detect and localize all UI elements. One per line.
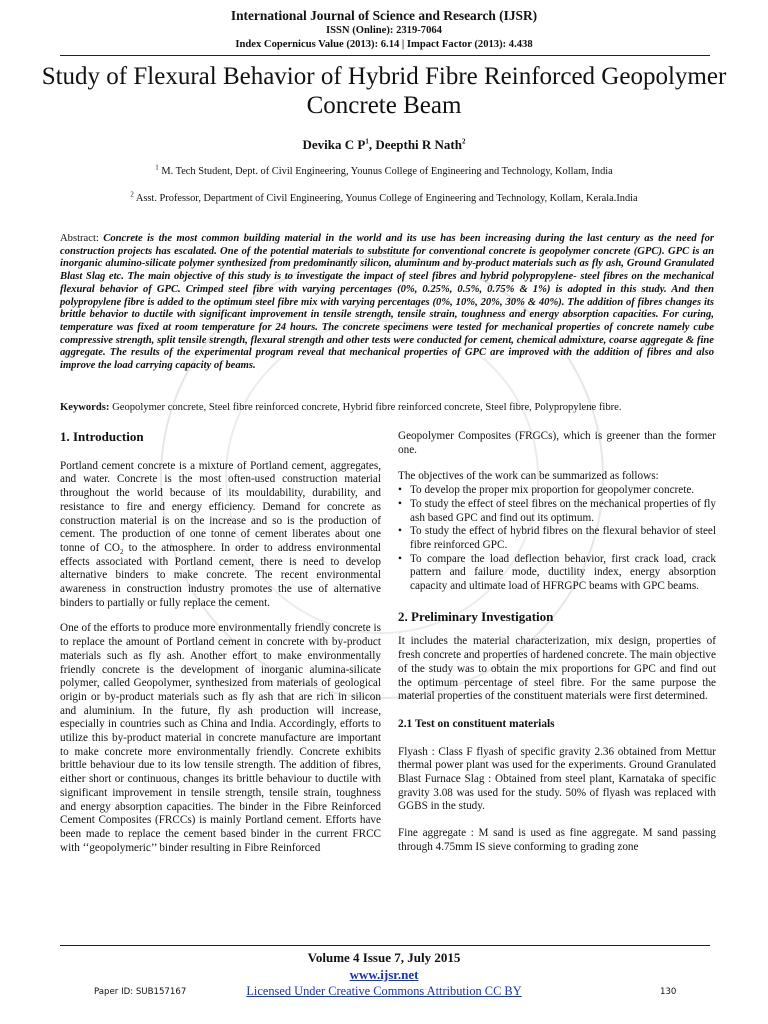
intro-p1-text-b: to the atmosphere. In order to address environmental effects associated with Portland cement, there is need to develop alternative binders to make concrete. The recent environmental awareness in construction industry promotes the use of alternative binders to partially or fully replace the cement. xyxy=(60,541,381,609)
journal-name: International Journal of Science and Research (IJSR) xyxy=(230,8,538,23)
journal-site-link[interactable]: www.ijsr.net xyxy=(349,967,419,982)
objectives-intro: The objectives of the work can be summarized as follows: xyxy=(398,470,659,483)
preliminary-paragraph: It includes the material characterization, mix design, properties of fresh concrete and properties of hardened concrete. The main objective of the study was to obtain the mix proportions for GPC and find out the optimum percentage of steel fibre. For the same purpose the material properties of the constituent materials were first determined. xyxy=(398,635,716,703)
volume-info: Volume 4 Issue 7, July 2015 xyxy=(307,950,461,965)
abstract-text: Concrete is the most common building material in the world and its use has been increasing during the last century as the need for construction projects has escalated. One of the potential materials to substitute for conventional concrete is geopolymer concrete (GPC). GPC is an inorganic alumino-silicate polymer synthesized from predominantly silicon, aluminum and by-product materials such as fly ash, Ground Granulated Blast Slag etc. The main objective of this study is to investigate the impact of steel fibres and hybrid polypropylene- steel fibres on the mechanical flexural behavior of GPC. Crimped steel fibre with varying percentages (0%, 0.25%, 0.5%, 0.75% & 1%) is adopted in this study. And then polypropylene fibre is added to the optimum steel fibre mix with varying percentages (0%, 10%, 20%, 30% & 40%). The addition of fibres changes its brittle behavior to ductile with significant improvement in tensile strength, tensile strain, toughness and energy absorption capacities. For curing, temperature was fixed at room temperature for 24 hours. The concrete specimens were tested for mechanical properties of concrete namely cube compressive strength, split tensile strength, flexural strength and other tests were conducted for cement, chemical admixture, coarse aggregate & fine aggregate. The results of the experimental program reveal that mechanical properties of GPC are improved with the addition of fibres and also improve the load carrying capacity of beams. xyxy=(60,233,714,372)
author-1-sup: 1 xyxy=(365,137,369,146)
author-separator: , xyxy=(368,137,376,152)
objective-item: • To compare the load deflection behavior, first crack load, crack pattern and failure mode, ductility index, energy absorption capacity and ultimate load of HFRGPC beams with GPC beams. xyxy=(398,553,716,594)
section-2-1-heading: 2.1 Test on constituent materials xyxy=(398,717,555,730)
intro-continuation: Geopolymer Composites (FRGCs), which is greener than the former one. xyxy=(398,430,716,456)
objective-item: • To study the effect of steel fibres on the mechanical properties of fly ash based GPC and find out its optimum. xyxy=(398,498,716,525)
affiliation-2-sup: 2 xyxy=(130,190,134,199)
index-values: Index Copernicus Value (2013): 6.14 | Impact Factor (2013): 4.438 xyxy=(235,39,533,50)
keywords-label: Keywords: xyxy=(60,402,110,413)
left-column xyxy=(60,430,381,855)
paper-id: Paper ID: SUB157167 xyxy=(94,987,187,997)
intro-p1-text-a: Portland cement concrete is a mixture of Portland cement, aggregates, and water. Concrete is the most often-used construction material throughout the world because of its mouldability, durability, and resistance to fire and energy efficiency. Demand for concrete as construction material is on the increase and so is the production of cement. The production of one tonne of cement liberates about one tonne of CO xyxy=(60,459,381,554)
page-number: 130 xyxy=(660,987,677,997)
footer-rule xyxy=(60,945,710,946)
affiliation-2-text: Asst. Professor, Department of Civil Engineering, Younus College of Engineering and Technology, Kollam, Kerala.India xyxy=(133,193,638,204)
objective-item: • To develop the proper mix proportion for geopolymer concrete. xyxy=(398,484,716,498)
abstract xyxy=(60,233,714,373)
keywords xyxy=(60,402,714,413)
issn: ISSN (Online): 2319-7064 xyxy=(326,25,442,36)
right-column xyxy=(398,430,716,855)
license-link[interactable]: Licensed Under Creative Commons Attribution CC BY xyxy=(246,984,522,998)
objective-item: • To study the effect of hybrid fibres on the flexural behavior of steel fibre reinforced GPC. xyxy=(398,525,716,552)
objectives-list xyxy=(398,484,716,594)
intro-paragraph-2: One of the efforts to produce more environmentally friendly concrete is to replace the amount of Portland cement in concrete with by-product materials such as fly ash. Another effort to make environmentally friendly concrete is the development of inorganic alumina-silicate polymer, called Geopolymer, synthesized from materials of geological origin or by-product materials such as fly ash that are rich in silicon and aluminium. In the future, fly ash production will increase, especially in countries such as China and India. Accordingly, efforts to utilize this by-product material in concrete manufacture are important to make concrete more environmentally friendly. Concrete exhibits brittle behaviour due to its low tensile strength. The addition of fibres, either short or continuous, changes its brittle behaviour to ductile with significant improvement in tensile strength, tensile strain, toughness and energy absorption capacities. The binder in the Fibre Reinforced Cement Composites (FRCCs) is mainly Portland cement. Efforts have been made to replace the cement based binder in the current FRCC with ‘‘geopolymeric’’ binder resulting in Fibre Reinforced xyxy=(60,622,381,854)
paper-title: Study of Flexural Behavior of Hybrid Fibre Reinforced Geopolymer Concrete Beam xyxy=(41,63,727,119)
affiliation-2 xyxy=(0,190,768,204)
author-2-sup: 2 xyxy=(462,137,466,146)
section-1-heading: 1. Introduction xyxy=(60,429,144,444)
abstract-label: Abstract: xyxy=(60,233,104,244)
keywords-text: Geopolymer concrete, Steel fibre reinforced concrete, Hybrid fibre reinforced concrete, Steel fibre, Polypropylene fibre. xyxy=(109,402,622,413)
header-rule xyxy=(60,55,710,56)
section-2-heading: 2. Preliminary Investigation xyxy=(398,608,554,624)
intro-p1-sub: 2 xyxy=(119,548,124,557)
affiliation-1-text: M. Tech Student, Dept. of Civil Engineering, Younus College of Engineering and Technology, Kollam, India xyxy=(158,166,613,177)
affiliation-1 xyxy=(0,163,768,177)
author-2: Deepthi R Nath xyxy=(375,137,462,152)
flyash-paragraph: Flyash : Class F flyash of specific gravity 2.36 obtained from Mettur thermal power plant was used for the experiments. Ground Granulated Blast Furnace Slag : Obtained from steel plant, Karnataka of specific gravity 3.08 was used for the study. 50% of flyash was replaced with GGBS in the study. xyxy=(398,745,716,813)
fine-aggregate-paragraph: Fine aggregate : M sand is used as fine aggregate. M sand passing through 4.75mm IS sieve conforming to grading zone xyxy=(398,827,716,853)
intro-paragraph-1 xyxy=(60,460,381,611)
authors xyxy=(0,137,768,153)
affiliation-1-sup: 1 xyxy=(155,163,159,172)
author-1: Devika C P xyxy=(302,137,366,152)
